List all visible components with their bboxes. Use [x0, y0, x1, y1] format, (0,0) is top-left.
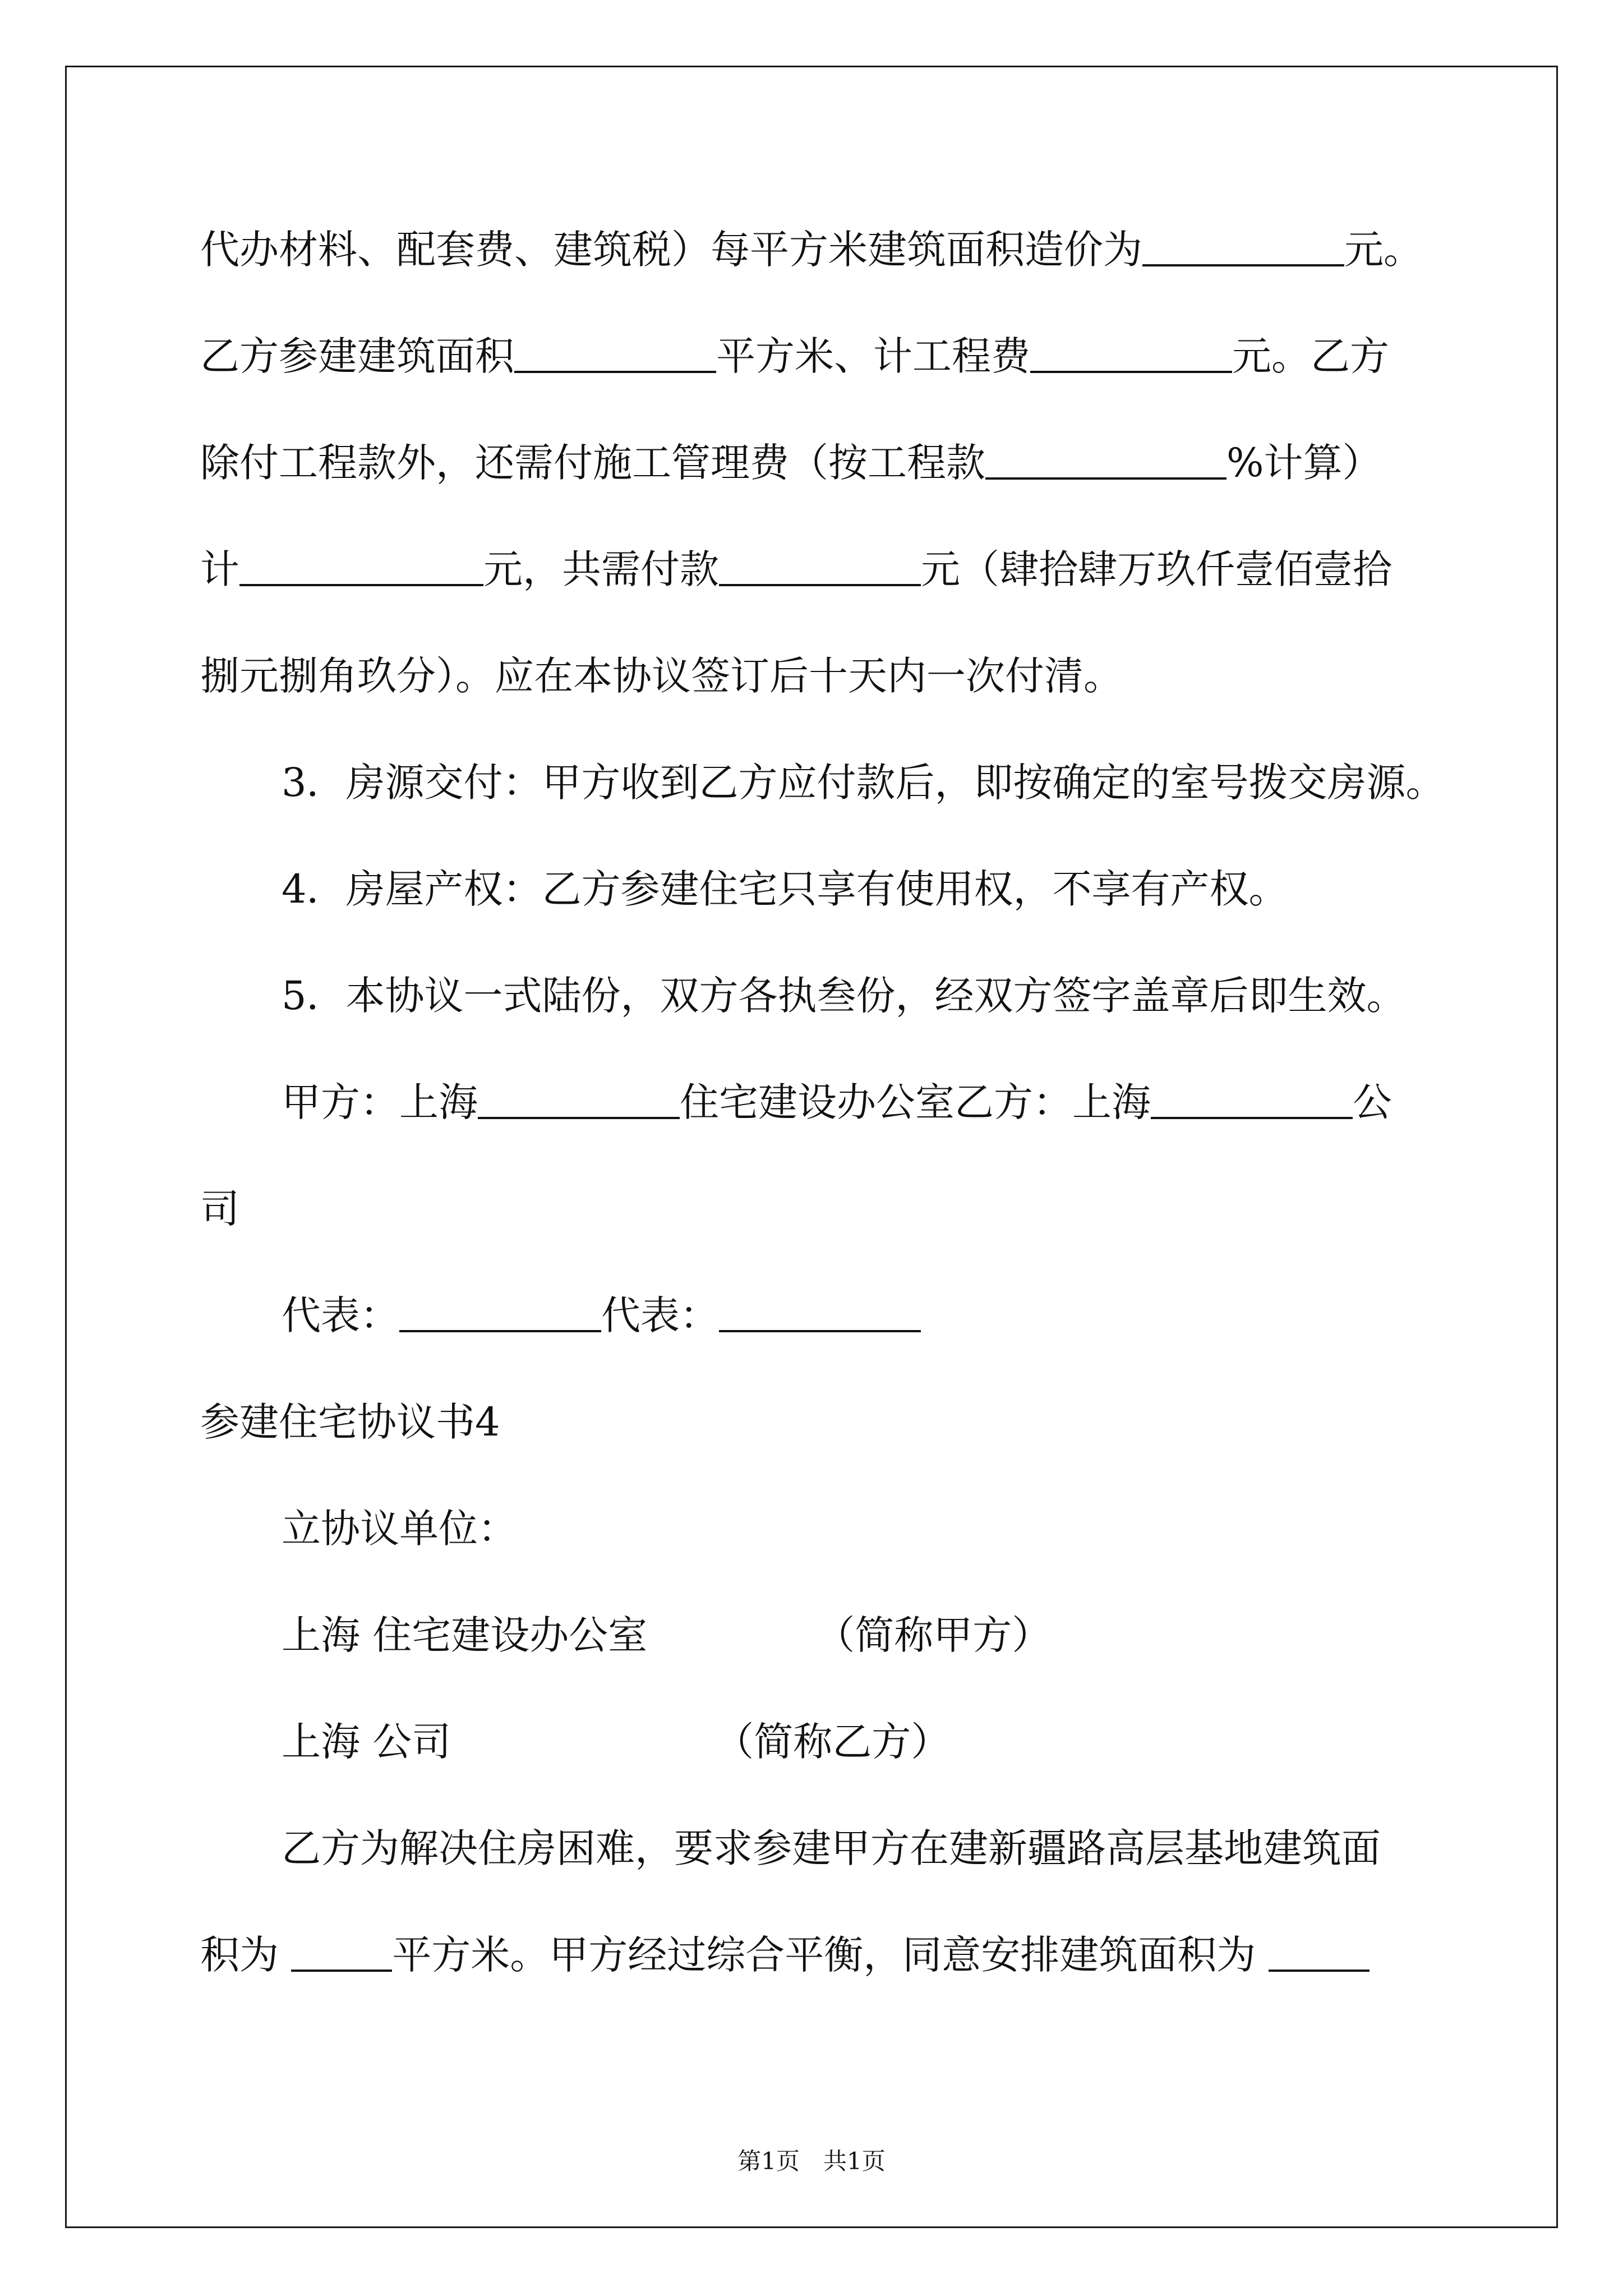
- party-line: [282, 1607, 1051, 1663]
- text-segment: 乙方为解决住房困难，要求参建甲方在建新疆路高层基地建筑面: [282, 1825, 1381, 1871]
- blank-field: [239, 549, 483, 586]
- paragraph-line: [200, 435, 1382, 491]
- text-segment: 代表：: [282, 1292, 399, 1338]
- blank-field: [1151, 1082, 1353, 1119]
- paragraph-line: [282, 1501, 517, 1557]
- clause-item: [282, 754, 1445, 811]
- blank-field: [514, 336, 716, 373]
- text-segment: 平方米。甲方经过综合平衡，同意安排建筑面积为: [392, 1932, 1269, 1978]
- text-segment: 参建住宅协议书4: [200, 1399, 500, 1445]
- blank-field: [1142, 229, 1344, 266]
- text-segment: 捌元捌角玖分）。应在本协议签订后十天内一次付清。: [200, 653, 1123, 699]
- text-segment: 上海 公司: [282, 1719, 451, 1765]
- signature-line: [282, 1074, 1392, 1130]
- paragraph-line: [200, 222, 1423, 278]
- blank-field: [478, 1082, 680, 1119]
- text-segment: 代表：: [601, 1292, 719, 1338]
- text-segment: 5．本协议一式陆份，双方各执叁份，经双方签字盖章后即生效。: [282, 973, 1406, 1019]
- blank-field: [1030, 336, 1232, 373]
- blank-field: [719, 1295, 921, 1332]
- text-segment: 代办材料、配套费、建筑税）每平方米建筑面积造价为: [200, 227, 1142, 273]
- blank-field: [291, 1935, 392, 1972]
- text-segment: 司: [200, 1186, 239, 1232]
- text-segment: 元，共需付款: [483, 546, 719, 592]
- paragraph-line: [200, 328, 1389, 384]
- text-segment: 计: [200, 546, 239, 592]
- text-segment: （简称甲方）: [815, 1612, 1052, 1658]
- blank-field: [399, 1295, 601, 1332]
- section-title: [200, 1394, 500, 1450]
- clause-item: [282, 968, 1406, 1024]
- text-segment: （简称乙方）: [714, 1719, 951, 1765]
- representative-line: [282, 1287, 921, 1343]
- text-segment: 4．房屋产权：乙方参建住宅只享有使用权，不享有产权。: [282, 866, 1288, 912]
- blank-field: [1269, 1935, 1370, 1972]
- paragraph-line: [200, 1181, 239, 1237]
- clause-item: [282, 861, 1288, 917]
- text-segment: 积为: [200, 1932, 292, 1978]
- text-segment: 乙方参建建筑面积: [200, 333, 514, 379]
- blank-field: [985, 443, 1227, 480]
- paragraph-line: [200, 541, 1392, 597]
- text-segment: 3．房源交付：甲方收到乙方应付款后，即按确定的室号拨交房源。: [282, 760, 1445, 806]
- text-segment: 立协议单位：: [282, 1506, 517, 1552]
- text-segment: 除付工程款外，还需付施工管理费（按工程款: [200, 440, 985, 486]
- blank-field: [719, 549, 921, 586]
- page-border: [65, 66, 1558, 2228]
- text-segment: 元。乙方: [1232, 333, 1389, 379]
- text-segment: 住宅建设办公室乙方：上海: [680, 1079, 1151, 1125]
- text-segment: 公: [1353, 1079, 1392, 1125]
- page-footer: 第1页 共1页: [737, 2147, 886, 2175]
- text-segment: 元（肆拾肆万玖仟壹佰壹拾: [921, 546, 1392, 592]
- text-segment: 元。: [1344, 227, 1423, 273]
- text-segment: %计算）: [1227, 440, 1382, 486]
- text-segment: 平方米、计工程费: [716, 333, 1030, 379]
- paragraph-line: [200, 648, 1123, 704]
- paragraph-line: [200, 1927, 1370, 1983]
- paragraph-line: [282, 1820, 1381, 1876]
- text-segment: 甲方：上海: [282, 1079, 478, 1125]
- party-line: [282, 1714, 950, 1770]
- text-segment: 上海 住宅建设办公室: [282, 1612, 648, 1658]
